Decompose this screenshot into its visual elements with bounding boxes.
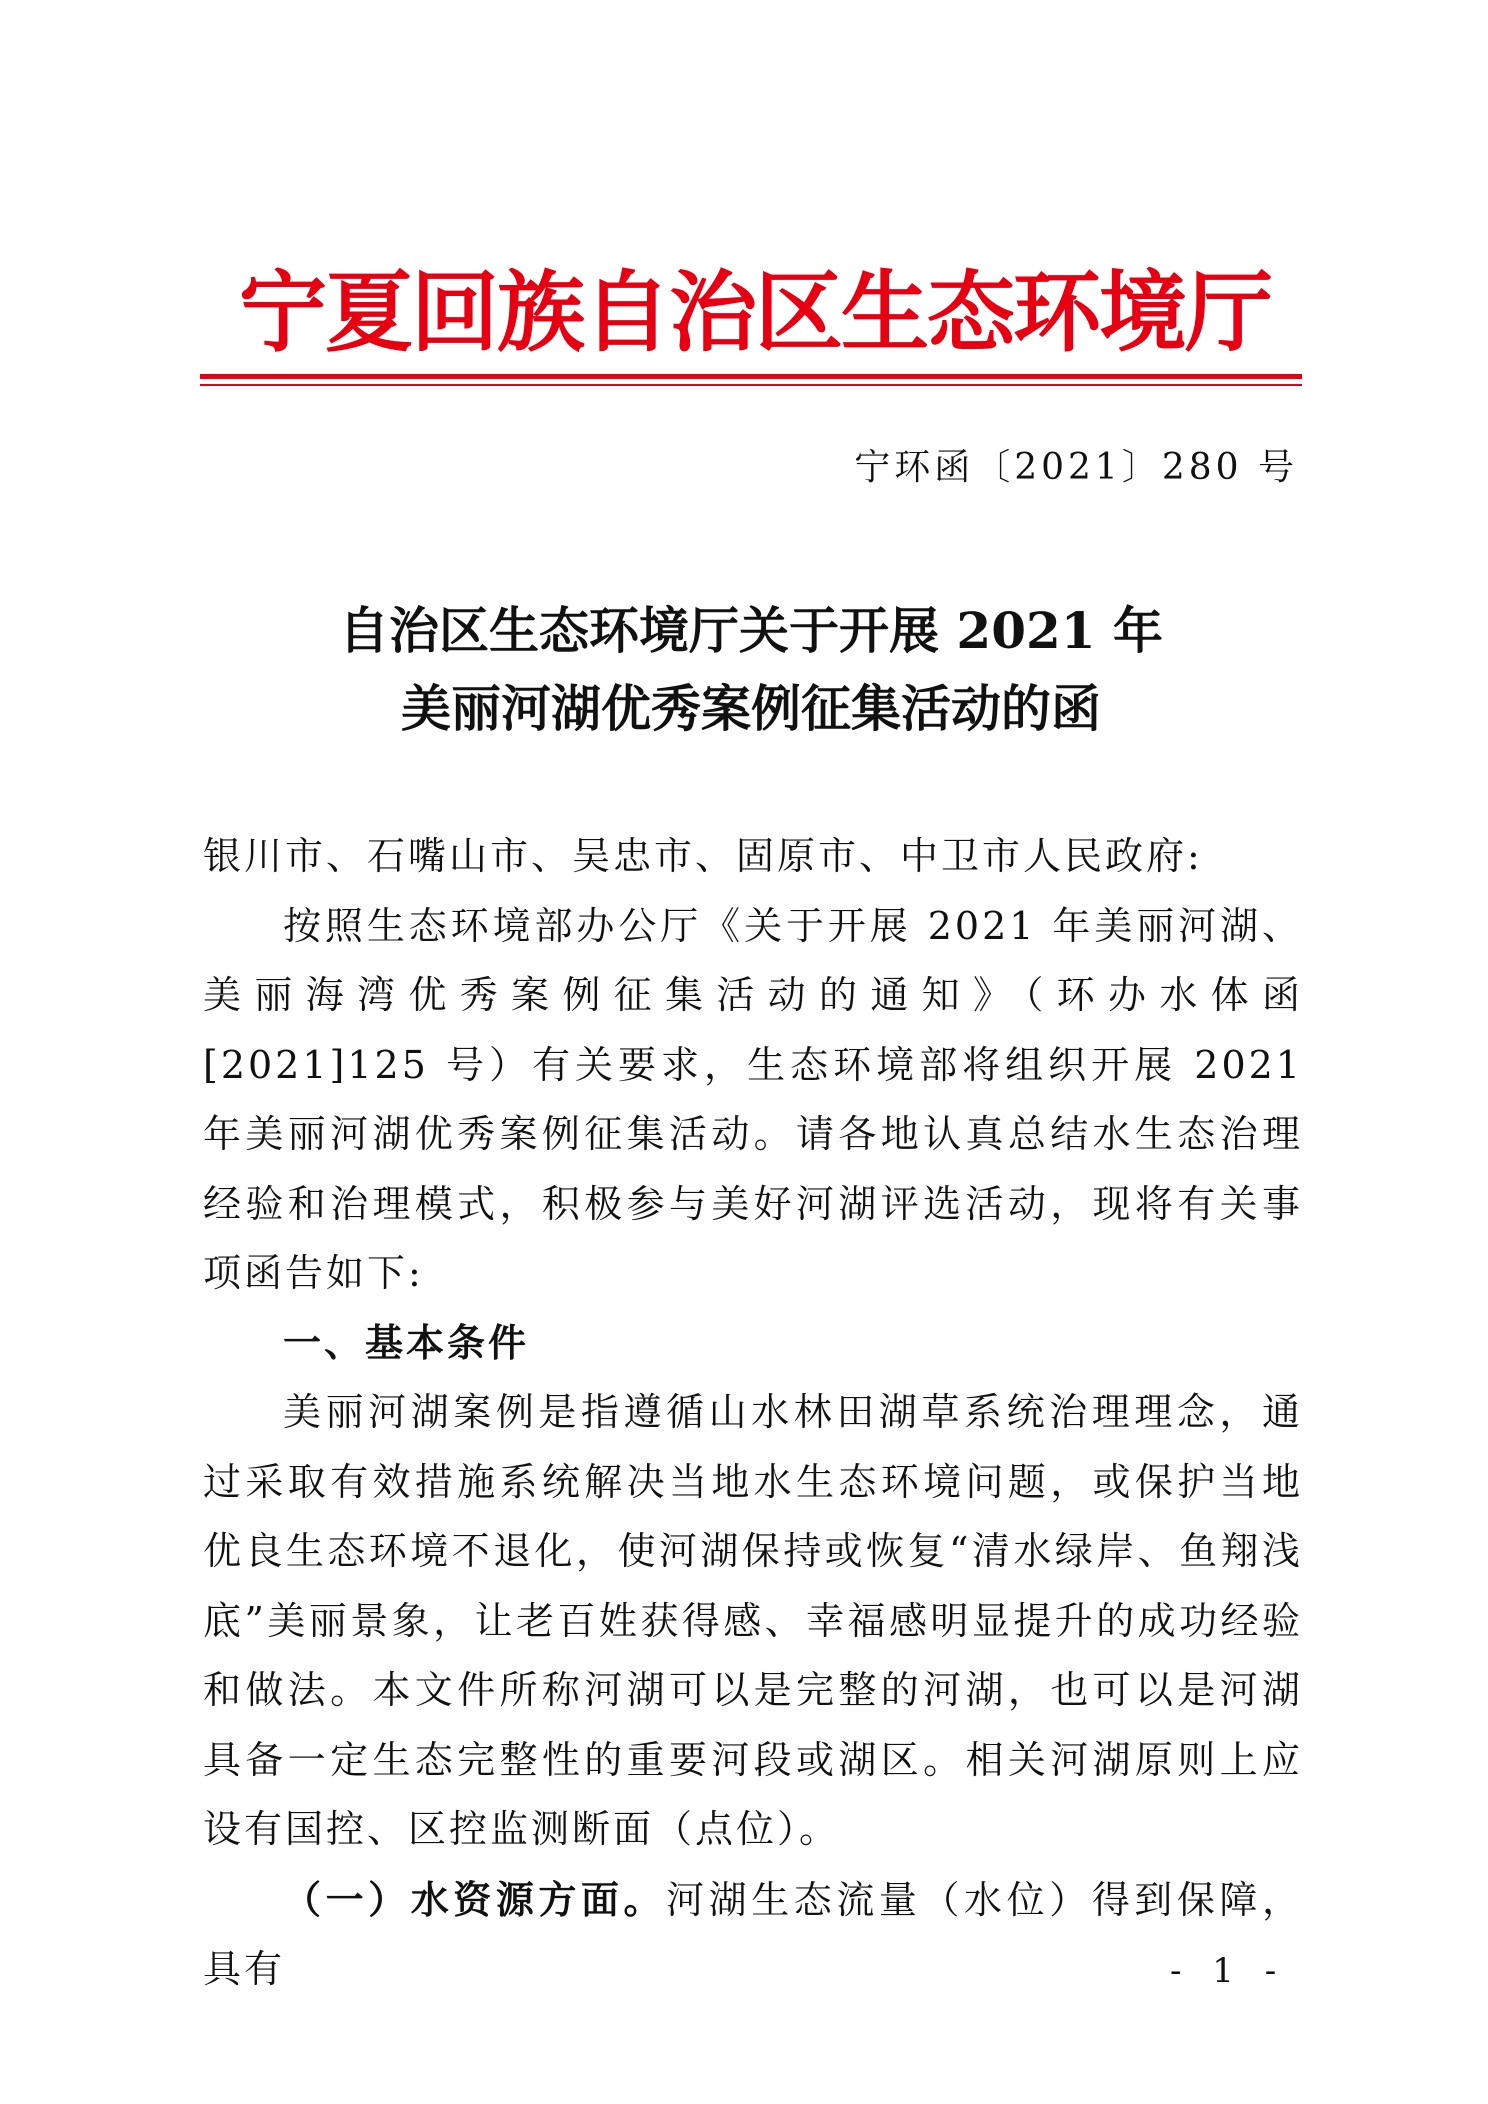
water-resources-paragraph [203,1865,1303,2005]
document-body [203,822,1303,2005]
section-heading-basic-conditions: 一、基本条件 [283,1320,530,1365]
red-divider-thick [200,374,1302,379]
page-number: - 1 - [1170,1951,1287,1991]
document-title-line-2: 美丽河湖优秀案例征集活动的函 [401,679,1101,738]
document-number: 宁环函〔2021〕280 号 [854,447,1298,488]
agency-header-title: 宁夏回族自治区生态环境厅 [238,261,1271,364]
water-resources-label: （一）水资源方面。 [283,1876,667,1922]
basic-conditions-paragraph: 美丽河湖案例是指遵循山水林田湖草系统治理理念，通过采取有效措施系统解决当地水生态环境问题，或保护当地优良生态环境不退化，使河湖保持或恢复“清水绿岸、鱼翔浅底”美丽景象，让老百姓获得感、幸福感明显提升的成功经验和做法。本文件所称河湖可以是完整的河湖，也可以是河湖具备一定生态完整性的重要河段或湖区。相关河湖原则上应设有国控、区控监测断面（点位）。 [203,1390,1303,1851]
salutation: 银川市、石嘴山市、吴忠市、固原市、中卫市人民政府: [203,834,1203,878]
red-divider-thin [200,384,1302,386]
document-title-line-1: 自治区生态环境厅关于开展 2021 年 [339,601,1163,660]
document-title [200,592,1302,748]
intro-paragraph: 按照生态环境部办公厅《关于开展 2021 年美丽河湖、美丽海湾优秀案例征集活动的通知》（环办水体函[2021]125 号）有关要求，生态环境部将组织开展 2021 年美丽河湖优秀案例征集活动。请各地认真总结水生态治理经验和治理模式，积极参与美好河湖评选活动，现将有关事项函告如下: [203,903,1303,1295]
water-resources-text: 河湖生态流量（水位）得到保障，具有 [203,1877,1303,1991]
